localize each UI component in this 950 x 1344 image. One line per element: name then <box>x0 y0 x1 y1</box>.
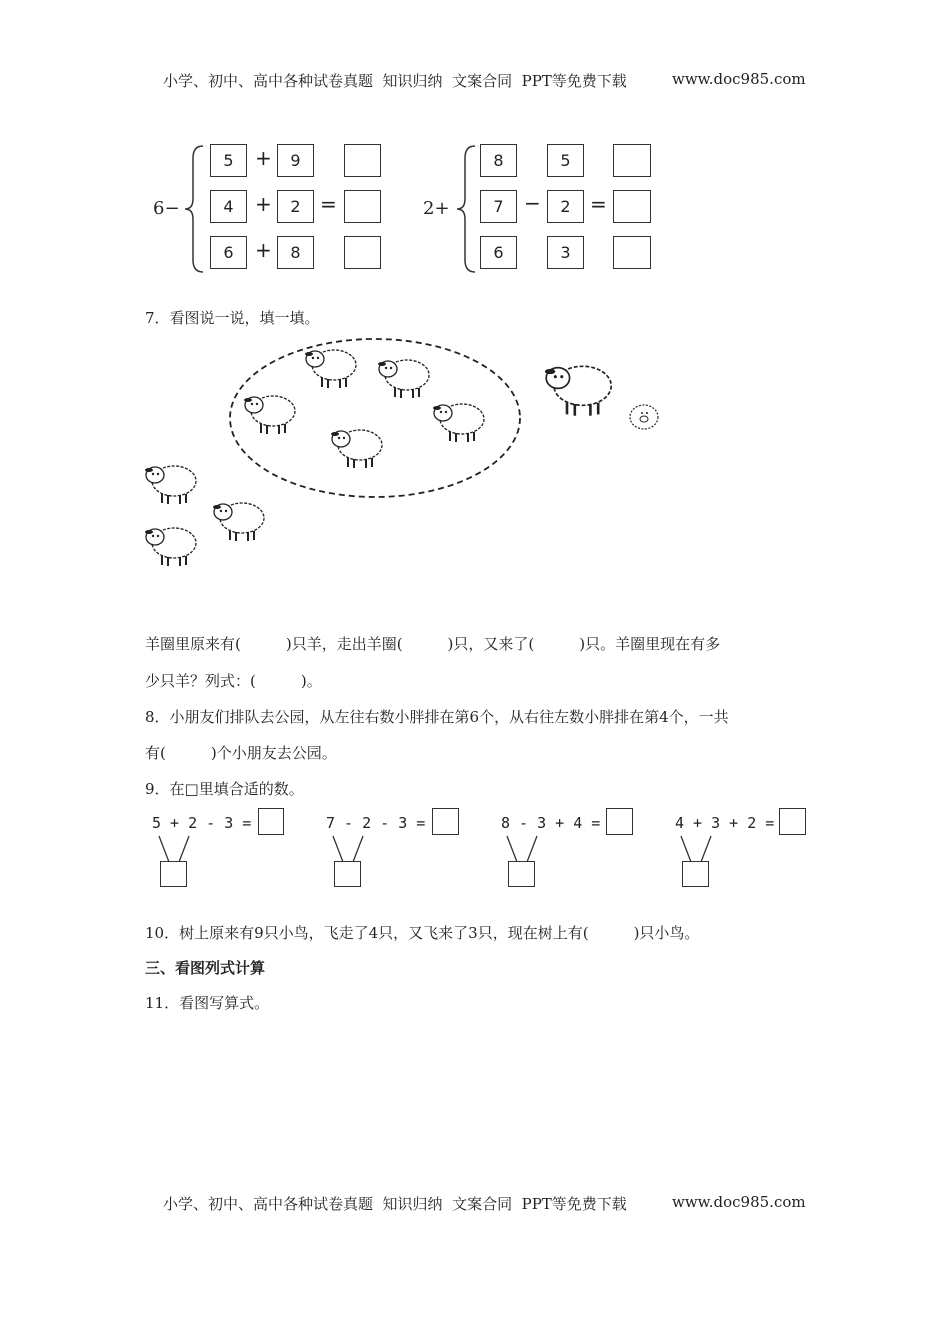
q6-right-r1-b: 5 <box>547 144 584 177</box>
section3-title: 三、看图列式计算 <box>145 959 266 977</box>
q6-right-r1-answer[interactable] <box>613 144 651 177</box>
q6-left-r2-b: 2 <box>277 190 314 223</box>
q6-left-brace <box>183 144 207 274</box>
q11-title: 11．看图写算式。 <box>145 994 270 1012</box>
q8-line2: 有( )个小朋友去公园。 <box>145 744 337 762</box>
q6-right-r3-answer[interactable] <box>613 236 651 269</box>
q6-right-r1-a: 8 <box>480 144 517 177</box>
q6-right-r2-a: 7 <box>480 190 517 223</box>
q9-expr-1: 5 + 2 - 3 = <box>152 814 252 832</box>
q6-right-equals: = <box>590 192 607 216</box>
q10-text: 10．树上原来有9只小鸟，飞走了4只，又飞来了3只，现在树上有( )只小鸟。 <box>145 924 700 942</box>
q6-left-r3-b: 8 <box>277 236 314 269</box>
q8-line1: 8．小朋友们排队去公园，从左往右数小胖排在第6个，从右往左数小胖排在第4个，一共 <box>145 708 729 726</box>
q6-left-r3-op: + <box>255 238 272 262</box>
q6-left-r2-op: + <box>255 192 272 216</box>
q9-expr-2: 7 - 2 - 3 = <box>326 814 426 832</box>
q6-right-prefix: 2+ <box>423 198 450 219</box>
footer-text: 小学、初中、高中各种试卷真题 知识归纳 文案合同 PPT等免费下载 <box>163 1195 627 1213</box>
q6-left-r1-a: 5 <box>210 144 247 177</box>
q6-right-brace <box>455 144 479 274</box>
q6-right-r2-op: − <box>524 191 541 215</box>
q9-branch-2 <box>329 834 369 864</box>
q6-left-r2-answer[interactable] <box>344 190 381 223</box>
q9-branch-1 <box>155 834 195 864</box>
q6-left-prefix: 6− <box>153 198 180 219</box>
header-text: 小学、初中、高中各种试卷真题 知识归纳 文案合同 PPT等免费下载 <box>163 72 627 90</box>
q7-line1: 羊圈里原来有( )只羊，走出羊圈( )只，又来了( )只。羊圈里现在有多 <box>145 635 721 653</box>
q6-left-r2-a: 4 <box>210 190 247 223</box>
q9-answer-3[interactable] <box>606 808 633 835</box>
q9-expr-4: 4 + 3 + 2 = <box>675 814 775 832</box>
q9-sub-answer-2[interactable] <box>334 861 361 887</box>
q6-left-r1-b: 9 <box>277 144 314 177</box>
q6-left-r1-op: + <box>255 146 272 170</box>
q7-title: 7．看图说一说，填一填。 <box>145 309 320 327</box>
q9-title: 9．在□里填合适的数。 <box>145 780 304 798</box>
q6-right-r3-b: 3 <box>547 236 584 269</box>
footer-url: www.doc985.com <box>672 1193 806 1211</box>
q9-branch-3 <box>503 834 543 864</box>
sheep-illustration <box>140 335 680 585</box>
q6-left-r3-a: 6 <box>210 236 247 269</box>
q9-answer-2[interactable] <box>432 808 459 835</box>
q9-answer-4[interactable] <box>779 808 806 835</box>
q9-sub-answer-1[interactable] <box>160 861 187 887</box>
q6-left-r1-answer[interactable] <box>344 144 381 177</box>
q6-right-r2-answer[interactable] <box>613 190 651 223</box>
lamb <box>630 405 658 429</box>
q9-expr-3: 8 - 3 + 4 = <box>501 814 601 832</box>
q6-right-r2-b: 2 <box>547 190 584 223</box>
q9-branch-4 <box>677 834 717 864</box>
q6-left-equals: = <box>320 192 337 216</box>
q9-answer-1[interactable] <box>258 808 284 835</box>
q9-sub-answer-4[interactable] <box>682 861 709 887</box>
header-url: www.doc985.com <box>672 70 806 88</box>
q7-line2: 少只羊？列式：( )。 <box>145 672 322 690</box>
q9-sub-answer-3[interactable] <box>508 861 535 887</box>
q6-right-r3-a: 6 <box>480 236 517 269</box>
q6-left-r3-answer[interactable] <box>344 236 381 269</box>
